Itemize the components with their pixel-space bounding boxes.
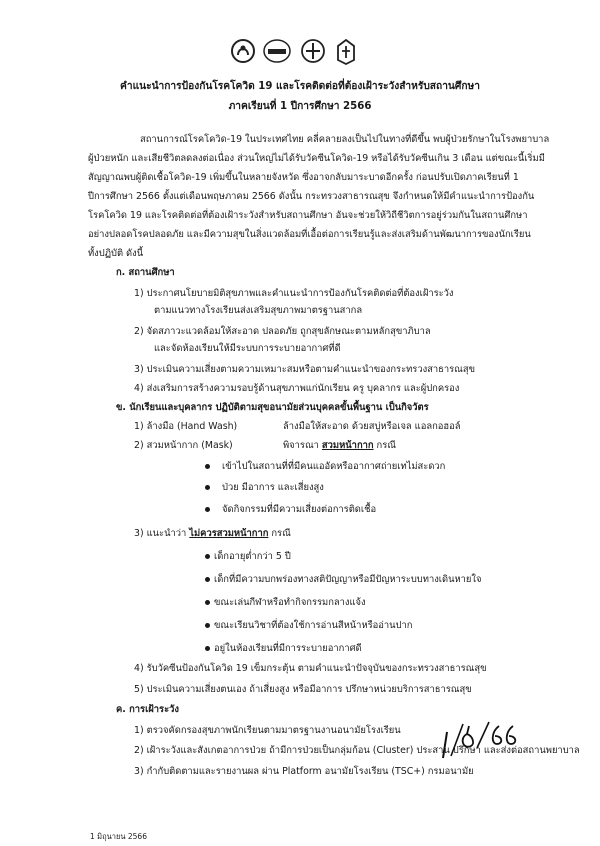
no-mask-heading	[134, 526, 291, 541]
bullet-item: ขณะเล่นกีฬาหรือทำกิจกรรมกลางแจ้ง	[214, 597, 366, 608]
bullet-icon	[205, 507, 210, 512]
handwritten-signature-icon	[437, 718, 517, 762]
mask-label: 2) สวมหน้ากาก (Mask)	[134, 440, 233, 451]
list-item: 3) กำกับติดตามและรายงานผล ผ่าน Platform อนามัยโรงเรียน (TSC+) กรมอนามัย	[134, 766, 474, 777]
list-item-continued: และจัดห้องเรียนให้มีระบบการระบายอากาศที่ดี	[154, 343, 341, 354]
bullet-item: ป่วย มีอาการ และเสี่ยงสูง	[222, 482, 324, 493]
section-heading-c: ค. การเฝ้าระวัง	[116, 704, 179, 715]
list-item: 1) ประกาศนโยบายมิติสุขภาพและคำแนะนำการป้องกันโรคติดต่อที่ต้องเฝ้าระวัง	[134, 288, 454, 299]
no-mask-emphasis: ไม่ควรสวมหน้ากาก	[189, 528, 269, 539]
list-item-continued: ตามแนวทางโรงเรียนส่งเสริมสุขภาพมาตรฐานสากล	[154, 305, 363, 316]
moph-logo-icon	[230, 38, 256, 64]
intro-line: สัญญาณพบผู้ติดเชื้อโควิด-19 เพิ่มขึ้นในหลายจังหวัด ซึ่งอาจกลับมาระบาดอีกครั้ง ก่อนปรับเปิดภาคเรียนที่ 1	[88, 172, 519, 183]
bullet-icon	[205, 646, 210, 651]
health-dept-logo-icon	[300, 38, 326, 64]
list-item: 4) รับวัคซีนป้องกันโควิด 19 เข็มกระตุ้น ตามคำแนะนำปัจจุบันของกระทรวงสาธารณสุข	[134, 663, 487, 674]
list-item: 5) ประเมินความเสี่ยงตนเอง ถ้าเสี่ยงสูง หรือมีอาการ ปรึกษาหน่วยบริการสาธารณสุข	[134, 684, 472, 695]
list-item: 1) ตรวจคัดกรองสุขภาพนักเรียนตามมาตรฐานงานอนามัยโรงเรียน	[134, 725, 401, 736]
bullet-icon	[205, 485, 210, 490]
bullet-icon	[205, 554, 210, 559]
bullet-item: เด็กที่มีความบกพร่องทางสติปัญญาหรือมีปัญหาระบบทางเดินหายใจ	[214, 574, 482, 585]
bullet-icon	[205, 577, 210, 582]
mask-desc-pre: พิจารณา	[283, 440, 319, 451]
intro-line: ทั้งปฏิบัติ ดังนี้	[88, 248, 144, 259]
bullet-item: ขณะเรียนวิชาที่ต้องใช้การอ่านสีหน้าหรืออ่านปาก	[214, 620, 413, 631]
mask-desc-emphasis: สวมหน้ากาก	[321, 440, 374, 451]
bullet-item: เข้าไปในสถานที่ที่มีคนแออัดหรืออากาศถ่ายเทไม่สะดวก	[222, 461, 446, 472]
footer-date: 1 มิถุนายน 2566	[90, 832, 147, 841]
bullet-item: จัดกิจกรรมที่มีความเสี่ยงต่อการติดเชื้อ	[222, 504, 377, 515]
bullet-item: อยู่ในห้องเรียนที่มีการระบายอากาศดี	[214, 643, 362, 654]
intro-line: อย่างปลอดโรคปลอดภัย และมีความสุขในสิ่งแวดล้อมที่เอื้อต่อการเรียนรู้และส่งเสริมด้านพัฒนาการของนักเรียน	[88, 229, 531, 240]
list-item: 4) ส่งเสริมการสร้างความรอบรู้ด้านสุขภาพแก่นักเรียน ครู บุคลากร และผู้ปกครอง	[134, 383, 460, 394]
list-item: 2) จัดสภาวะแวดล้อมให้สะอาด ปลอดภัย ถูกสุขลักษณะตามหลักสุขาภิบาล	[134, 326, 431, 337]
section-heading-a: ก. สถานศึกษา	[116, 267, 175, 278]
intro-line: ผู้ป่วยหนัก และเสียชีวิตลดลงต่อเนื่อง ส่วนใหญ่ไม่ได้รับวัคซีนโควิด-19 หรือได้รับวัคซีนเกิน 3 เดือน แต่ขณะนี้เริ่มมี	[88, 153, 545, 164]
intro-line: โรคโควิด 19 และโรคติดต่อที่ต้องเฝ้าระวังสำหรับสถานศึกษา อันจะช่วยให้วิถีชีวิตการอยู่ร่วมกันในสถานศึกษา	[88, 210, 528, 221]
section-heading-b: ข. นักเรียนและบุคลากร ปฏิบัติตามสุขอนามัยส่วนบุคคลขั้นพื้นฐาน เป็นกิจวัตร	[116, 402, 429, 413]
no-mask-post: กรณี	[271, 528, 291, 539]
education-ministry-logo-icon	[334, 38, 358, 66]
document-title: คำแนะนำการป้องกันโรคโควิด 19 และโรคติดต่อที่ต้องเฝ้าระวังสำหรับสถานศึกษา	[120, 81, 480, 92]
agency-logo-icon	[262, 38, 292, 64]
document-subtitle: ภาคเรียนที่ 1 ปีการศึกษา 2566	[228, 101, 372, 112]
list-item: 3) ประเมินความเสี่ยงตามความเหมาะสมหรือตามคำแนะนำของกระทรวงสาธารณสุข	[134, 364, 476, 375]
no-mask-pre: 3) แนะนำว่า	[134, 528, 187, 539]
bullet-item: เด็กอายุต่ำกว่า 5 ปี	[214, 551, 291, 562]
bullet-icon	[205, 623, 210, 628]
mask-desc-post: กรณี	[376, 440, 396, 451]
hand-wash-desc: ล้างมือให้สะอาด ด้วยสบู่หรือเจล แอลกอฮอล์	[283, 421, 461, 432]
intro-line: สถานการณ์โรคโควิด-19 ในประเทศไทย คลี่คลายลงเป็นไปในทางที่ดีขึ้น พบผู้ป่วยรักษาในโรงพยาบาล	[140, 134, 550, 145]
mask-desc	[283, 438, 396, 453]
hand-wash-label: 1) ล้างมือ (Hand Wash)	[134, 421, 238, 432]
list-item: 2) เฝ้าระวังและสังเกตอาการป่วย ถ้ามีการป่วยเป็นกลุ่มก้อน (Cluster) ประสาน ปรึกษา และส่งต่อสถานพยาบาล	[134, 745, 580, 756]
intro-line: ปีการศึกษา 2566 ตั้งแต่เดือนพฤษภาคม 2566 ดังนั้น กระทรวงสาธารณสุข จึงกำหนดให้มีคำแนะนำการป้องกัน	[88, 191, 535, 202]
bullet-icon	[205, 600, 210, 605]
logo-row	[0, 38, 600, 66]
bullet-icon	[205, 464, 210, 469]
